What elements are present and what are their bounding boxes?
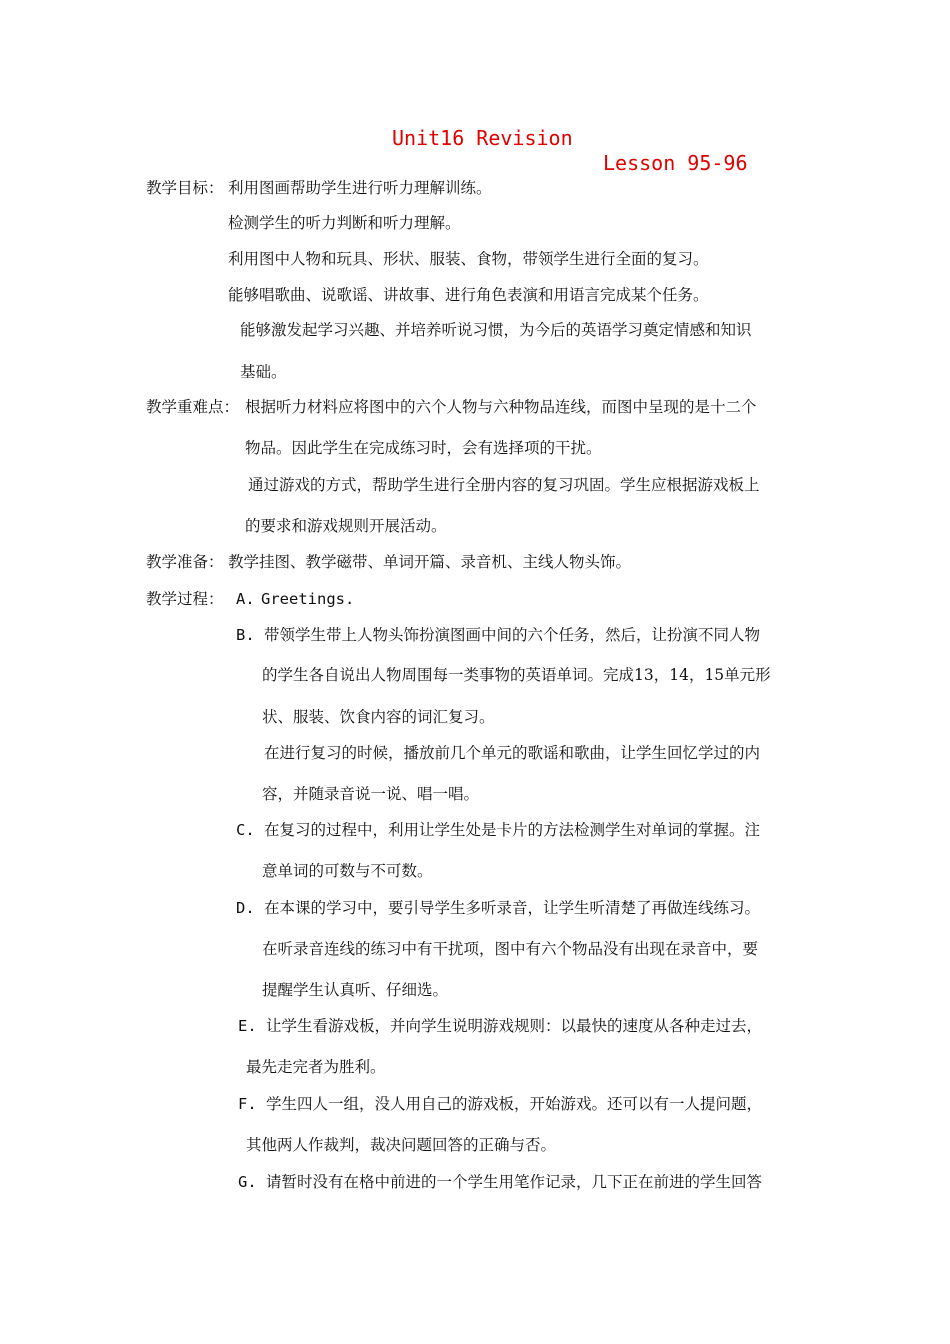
process-label: 教学过程： — [146, 590, 224, 608]
step-b-line-5: 容，并随录音说一说、唱一唱。 — [262, 785, 480, 803]
objectives-line-5b: 基础。 — [240, 363, 287, 381]
step-b-line-3: 状、服装、饮食内容的词汇复习。 — [262, 708, 495, 726]
step-f-marker: F. — [238, 1095, 257, 1113]
step-b-line-2: 的学生各自说出人物周围每一类事物的英语单词。完成13，14，15单元形 — [262, 666, 771, 684]
step-e-line-1: 让学生看游戏板，并向学生说明游戏规则：以最快的速度从各种走过去， — [266, 1017, 763, 1035]
step-d-marker: D. — [236, 899, 255, 917]
objectives-line-2: 检测学生的听力判断和听力理解。 — [228, 214, 461, 232]
step-c-marker: C. — [236, 821, 255, 839]
key-points-line-2b: 的要求和游戏规则开展活动。 — [245, 517, 447, 535]
step-g-line-1: 请暂时没有在格中前进的一个学生用笔作记录，几下正在前进的学生回答 — [266, 1173, 763, 1191]
objectives-line-4: 能够唱歌曲、说歌谣、讲故事、进行角色表演和用语言完成某个任务。 — [228, 286, 709, 304]
step-b-line-4: 在进行复习的时候，播放前几个单元的歌谣和歌曲，让学生回忆学过的内 — [264, 744, 761, 762]
key-points-line-1a: 根据听力材料应将图中的六个人物与六种物品连线，而图中呈现的是十二个 — [245, 398, 757, 416]
title-unit: Unit16 Revision — [392, 126, 573, 150]
preparation-text: 教学挂图、教学磁带、单词开篇、录音机、主线人物头饰。 — [228, 553, 632, 571]
objectives-line-5a: 能够激发起学习兴趣、并培养听说习惯，为今后的英语学习奠定情感和知识 — [240, 321, 752, 339]
step-f-line-1: 学生四人一组，没人用自己的游戏板，开始游戏。还可以有一人提问题， — [266, 1095, 763, 1113]
key-points-label: 教学重难点： — [146, 398, 240, 416]
preparation-label: 教学准备： — [146, 553, 224, 571]
step-d-line-2: 在听录音连线的练习中有干扰项，图中有六个物品没有出现在录音中，要 — [262, 940, 759, 958]
title-lesson: Lesson 95-96 — [603, 151, 748, 175]
objectives-line-3: 利用图中人物和玩具、形状、服装、食物，带领学生进行全面的复习。 — [228, 250, 709, 268]
step-e-marker: E. — [238, 1017, 257, 1035]
step-d-line-3: 提醒学生认真听、仔细选。 — [262, 981, 449, 999]
key-points-line-2a: 通过游戏的方式，帮助学生进行全册内容的复习巩固。学生应根据游戏板上 — [248, 476, 760, 494]
step-f-line-2: 其他两人作裁判，裁决问题回答的正确与否。 — [246, 1136, 557, 1154]
step-e-line-2: 最先走完者为胜利。 — [246, 1058, 386, 1076]
step-a-text: Greetings. — [261, 590, 355, 608]
objectives-label: 教学目标： — [146, 179, 224, 197]
step-c-line-1: 在复习的过程中，利用让学生处是卡片的方法检测学生对单词的掌握。注 — [264, 821, 761, 839]
objectives-line-1: 利用图画帮助学生进行听力理解训练。 — [228, 179, 492, 197]
step-a-marker: A. — [236, 590, 255, 608]
key-points-line-1b: 物品。因此学生在完成练习时，会有选择项的干扰。 — [245, 439, 602, 457]
step-b-marker: B. — [236, 626, 255, 644]
step-g-marker: G. — [238, 1173, 257, 1191]
step-d-line-1: 在本课的学习中，要引导学生多听录音，让学生听清楚了再做连线练习。 — [264, 899, 761, 917]
step-c-line-2: 意单词的可数与不可数。 — [262, 862, 433, 880]
step-b-line-1: 带领学生带上人物头饰扮演图画中间的六个任务，然后，让扮演不同人物 — [264, 626, 761, 644]
